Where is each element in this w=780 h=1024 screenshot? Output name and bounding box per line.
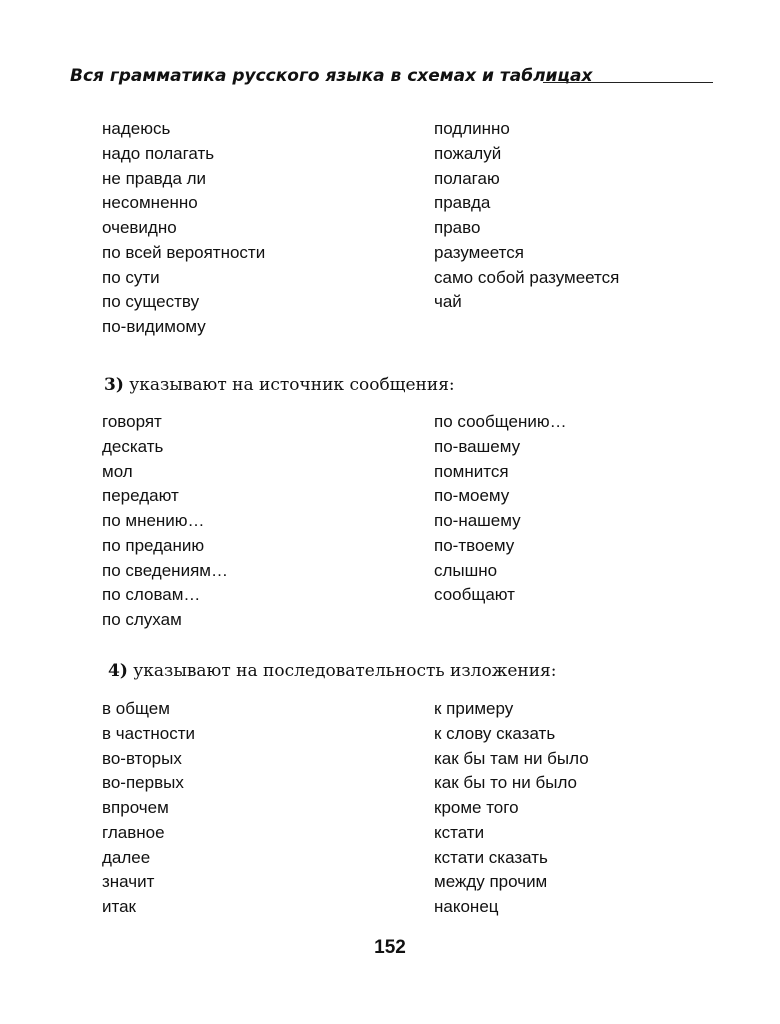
list-item: по-вашему — [434, 436, 521, 456]
list-item: к слову сказать — [434, 723, 556, 743]
list-item: между прочим — [434, 872, 548, 892]
list-item: надеюсь — [102, 119, 171, 138]
section-3-title: указывают на источник сообщения: — [129, 375, 455, 395]
word-list-left — [102, 117, 265, 340]
list-item: слышно — [434, 560, 498, 580]
section-4-list-right — [434, 697, 589, 920]
list-item: по всей вероятности — [102, 242, 266, 262]
list-item: по сообщению… — [434, 412, 567, 431]
list-item: в частности — [102, 723, 195, 743]
list-item: подлинно — [434, 119, 510, 138]
list-item: помнится — [434, 461, 509, 481]
header-rule — [543, 82, 713, 83]
list-item: пожалуй — [434, 143, 502, 163]
list-item: дескать — [102, 436, 164, 456]
list-item: по преданию — [102, 535, 205, 555]
section-4-number: 4) — [108, 661, 128, 681]
list-item: по словам… — [102, 585, 201, 605]
list-item: по-твоему — [434, 535, 515, 555]
list-item: по-моему — [434, 486, 510, 506]
list-item: очевидно — [102, 218, 177, 237]
list-item: по сути — [102, 267, 160, 287]
section-3-heading — [104, 373, 455, 397]
list-item: само собой разумеется — [434, 267, 620, 287]
list-item: к примеру — [434, 699, 514, 718]
list-item: разумеется — [434, 242, 524, 262]
page-number: 152 — [374, 937, 406, 958]
book-title: Вся грамматика русского языка в схемах и таблицах — [70, 66, 593, 86]
list-item: несомненно — [102, 193, 198, 213]
list-item: по-нашему — [434, 511, 521, 530]
list-item: не правда ли — [102, 168, 207, 188]
list-item: впрочем — [102, 798, 169, 817]
section-4-list-left — [102, 697, 195, 920]
list-item: полагаю — [434, 168, 500, 188]
list-item: по существу — [102, 292, 200, 312]
list-item: во-первых — [102, 773, 184, 793]
list-item: по сведениям… — [102, 560, 228, 580]
list-item: по слухам — [102, 610, 182, 629]
list-item: кстати сказать — [434, 847, 548, 867]
list-item: итак — [102, 897, 136, 916]
section-3-number: 3) — [104, 375, 124, 395]
list-item: кстати — [434, 822, 485, 842]
list-item: наконец — [434, 897, 499, 916]
list-item: правда — [434, 193, 491, 213]
word-list-right — [434, 117, 619, 315]
list-item: во-вторых — [102, 748, 182, 768]
list-item: говорят — [102, 412, 162, 431]
list-item: сообщают — [434, 585, 515, 605]
list-item: как бы там ни было — [434, 748, 589, 768]
list-item: право — [434, 218, 481, 237]
list-item: передают — [102, 486, 179, 506]
list-item: как бы то ни было — [434, 773, 578, 793]
list-item: кроме того — [434, 798, 519, 817]
section-4-heading — [108, 659, 557, 683]
list-item: надо полагать — [102, 143, 215, 163]
list-item: главное — [102, 822, 165, 842]
list-item: мол — [102, 461, 133, 481]
list-item: далее — [102, 847, 151, 867]
running-header — [70, 62, 715, 92]
section-3-list-right — [434, 410, 567, 608]
list-item: чай — [434, 292, 462, 312]
section-3-list-left — [102, 410, 228, 633]
list-item: по мнению… — [102, 511, 205, 530]
section-4-title: указывают на последовательность изложения: — [133, 661, 557, 681]
list-item: в общем — [102, 699, 170, 718]
list-item: значит — [102, 872, 155, 892]
list-item: по-видимому — [102, 317, 206, 336]
